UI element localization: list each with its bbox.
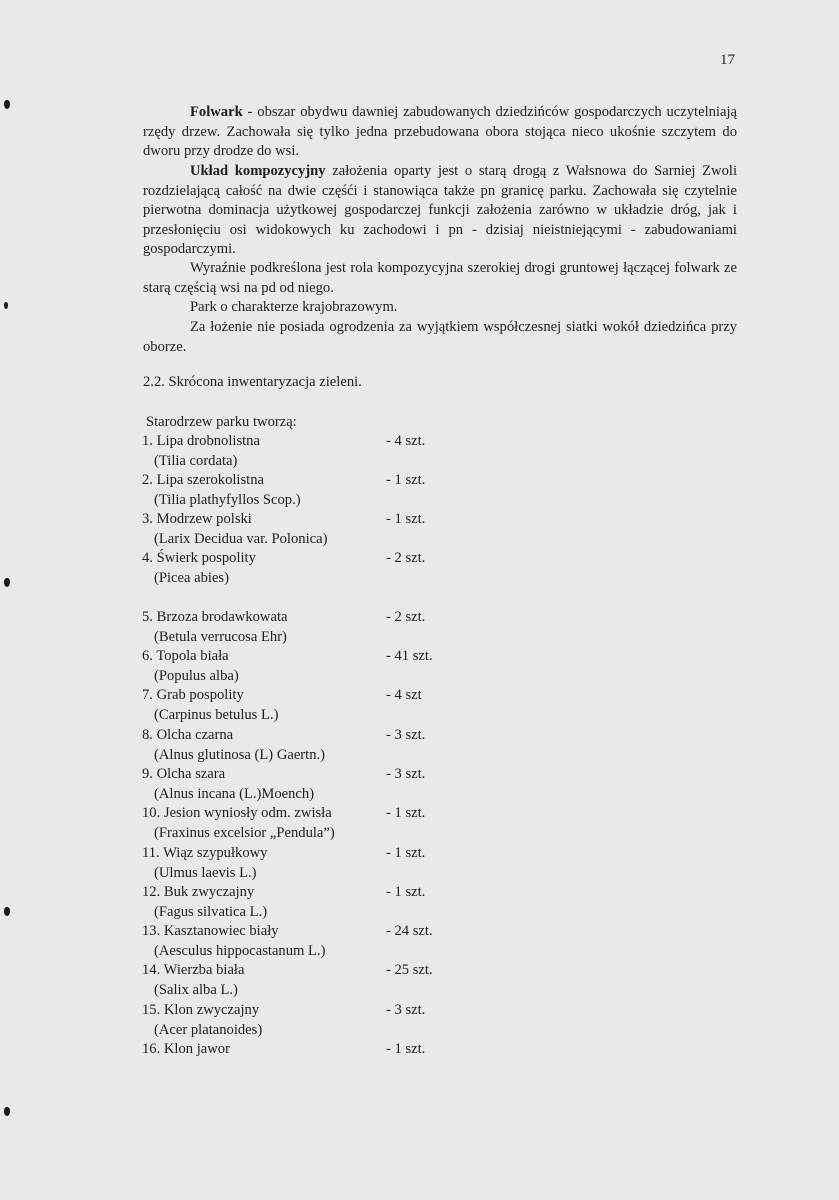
species-latin-name: (Acer platanoides) xyxy=(154,1022,263,1038)
species-latin-name: (Alnus incana (L.)Moench) xyxy=(154,786,315,802)
species-latin-name: (Betula verrucosa Ehr) xyxy=(154,629,287,645)
paragraph-folwark xyxy=(143,103,737,162)
species-latin-name: (Salix alba L.) xyxy=(154,982,238,998)
species-count: - 3 szt. xyxy=(386,766,426,782)
species-name: 15. Klon zwyczajny xyxy=(142,1002,260,1018)
species-latin-name: (Aesculus hippocastanum L.) xyxy=(154,943,326,959)
species-latin-name: (Ulmus laevis L.) xyxy=(154,865,257,881)
species-count: - 1 szt. xyxy=(386,1041,426,1057)
text-uklad: założenia oparty jest o starą drogą z Wałsnowa do Sarniej Zwoli rozdzielającą całość na dwie częśći i stanowiąca także pn granicę parku. Zachowała się czytelnie pierwotna dominacja użytkowej gospodarczej funkcji założenia zarówno w układzie dróg, jak i przesłonięciu osi widokowych ku zachodowi i pn - dzisiaj nieistniejącymi - zabudowaniami gospodarczymi. xyxy=(143,163,737,257)
paragraph-uklad xyxy=(143,162,737,260)
species-count: - 1 szt. xyxy=(386,845,426,861)
species-count: - 25 szt. xyxy=(386,962,433,978)
species-count: - 3 szt. xyxy=(386,727,426,743)
paragraph-ogrodzenie: Za łożenie nie posiada ogrodzenia za wyjątkiem współczesnej siatki wokół dziedzińca przy oborze. xyxy=(143,319,737,355)
species-name: 16. Klon jawor xyxy=(142,1041,230,1057)
species-count: - 4 szt. xyxy=(386,433,426,449)
punch-hole-mark xyxy=(4,302,8,309)
punch-hole-mark xyxy=(4,1107,10,1116)
text-folwark: - obszar obydwu dawniej zabudowanych dziedzińców gospodarczych uczytelniają rzędy drzew. Zachowała się tylko jedna przebudowana obora stojąca nieco ukośnie szczytem do dworu przy drodze do wsi. xyxy=(143,104,737,159)
species-name: 9. Olcha szara xyxy=(142,766,226,782)
species-count: - 1 szt. xyxy=(386,472,426,488)
section-heading: 2.2. Skrócona inwentaryzacja zieleni. xyxy=(143,374,362,390)
species-latin-name: (Populus alba) xyxy=(154,668,239,684)
term-folwark: Folwark xyxy=(190,104,243,120)
species-count: - 1 szt. xyxy=(386,884,426,900)
species-latin-name: (Tilia cordata) xyxy=(154,453,238,469)
species-count: - 1 szt. xyxy=(386,511,426,527)
paragraph-park: Park o charakterze krajobrazowym. xyxy=(190,299,398,315)
species-name: 2. Lipa szerokolistna xyxy=(142,472,264,488)
species-name: 1. Lipa drobnolistna xyxy=(142,433,260,449)
species-name: 4. Świerk pospolity xyxy=(142,550,256,566)
list-intro: Starodrzew parku tworzą: xyxy=(146,414,297,430)
term-uklad: Układ kompozycyjny xyxy=(190,163,326,179)
species-latin-name: (Alnus glutinosa (L) Gaertn.) xyxy=(154,747,326,763)
page-number: 17 xyxy=(720,52,735,68)
punch-hole-mark xyxy=(4,907,10,916)
species-name: 3. Modrzew polski xyxy=(142,511,252,527)
species-name: 12. Buk zwyczajny xyxy=(142,884,255,900)
species-latin-name: (Picea abies) xyxy=(154,570,229,586)
species-name: 5. Brzoza brodawkowata xyxy=(142,609,288,625)
species-count: - 24 szt. xyxy=(386,923,433,939)
punch-hole-mark xyxy=(4,578,10,587)
species-count: - 4 szt xyxy=(386,687,422,703)
species-count: - 41 szt. xyxy=(386,648,433,664)
species-count: - 3 szt. xyxy=(386,1002,426,1018)
species-name: 14. Wierzba biała xyxy=(142,962,245,978)
species-latin-name: (Tilia plathyfyllos Scop.) xyxy=(154,492,301,508)
species-latin-name: (Fagus silvatica L.) xyxy=(154,904,268,920)
species-count: - 2 szt. xyxy=(386,550,426,566)
species-latin-name: (Carpinus betulus L.) xyxy=(154,707,279,723)
species-name: 6. Topola biała xyxy=(142,648,229,664)
paragraph-droga: Wyraźnie podkreślona jest rola kompozycyjna szerokiej drogi gruntowej łączącej folwark ze starą częścią wsi na pd od niego. xyxy=(143,260,737,296)
species-name: 7. Grab pospolity xyxy=(142,687,244,703)
species-name: 13. Kasztanowiec biały xyxy=(142,923,279,939)
species-count: - 1 szt. xyxy=(386,805,426,821)
species-latin-name: (Larix Decidua var. Polonica) xyxy=(154,531,328,547)
punch-hole-mark xyxy=(4,100,10,109)
species-name: 10. Jesion wyniosły odm. zwisła xyxy=(142,805,332,821)
species-latin-name: (Fraxinus excelsior „Pendula”) xyxy=(154,825,335,841)
species-name: 8. Olcha czarna xyxy=(142,727,234,743)
species-count: - 2 szt. xyxy=(386,609,426,625)
species-name: 11. Wiąz szypułkowy xyxy=(142,845,268,861)
